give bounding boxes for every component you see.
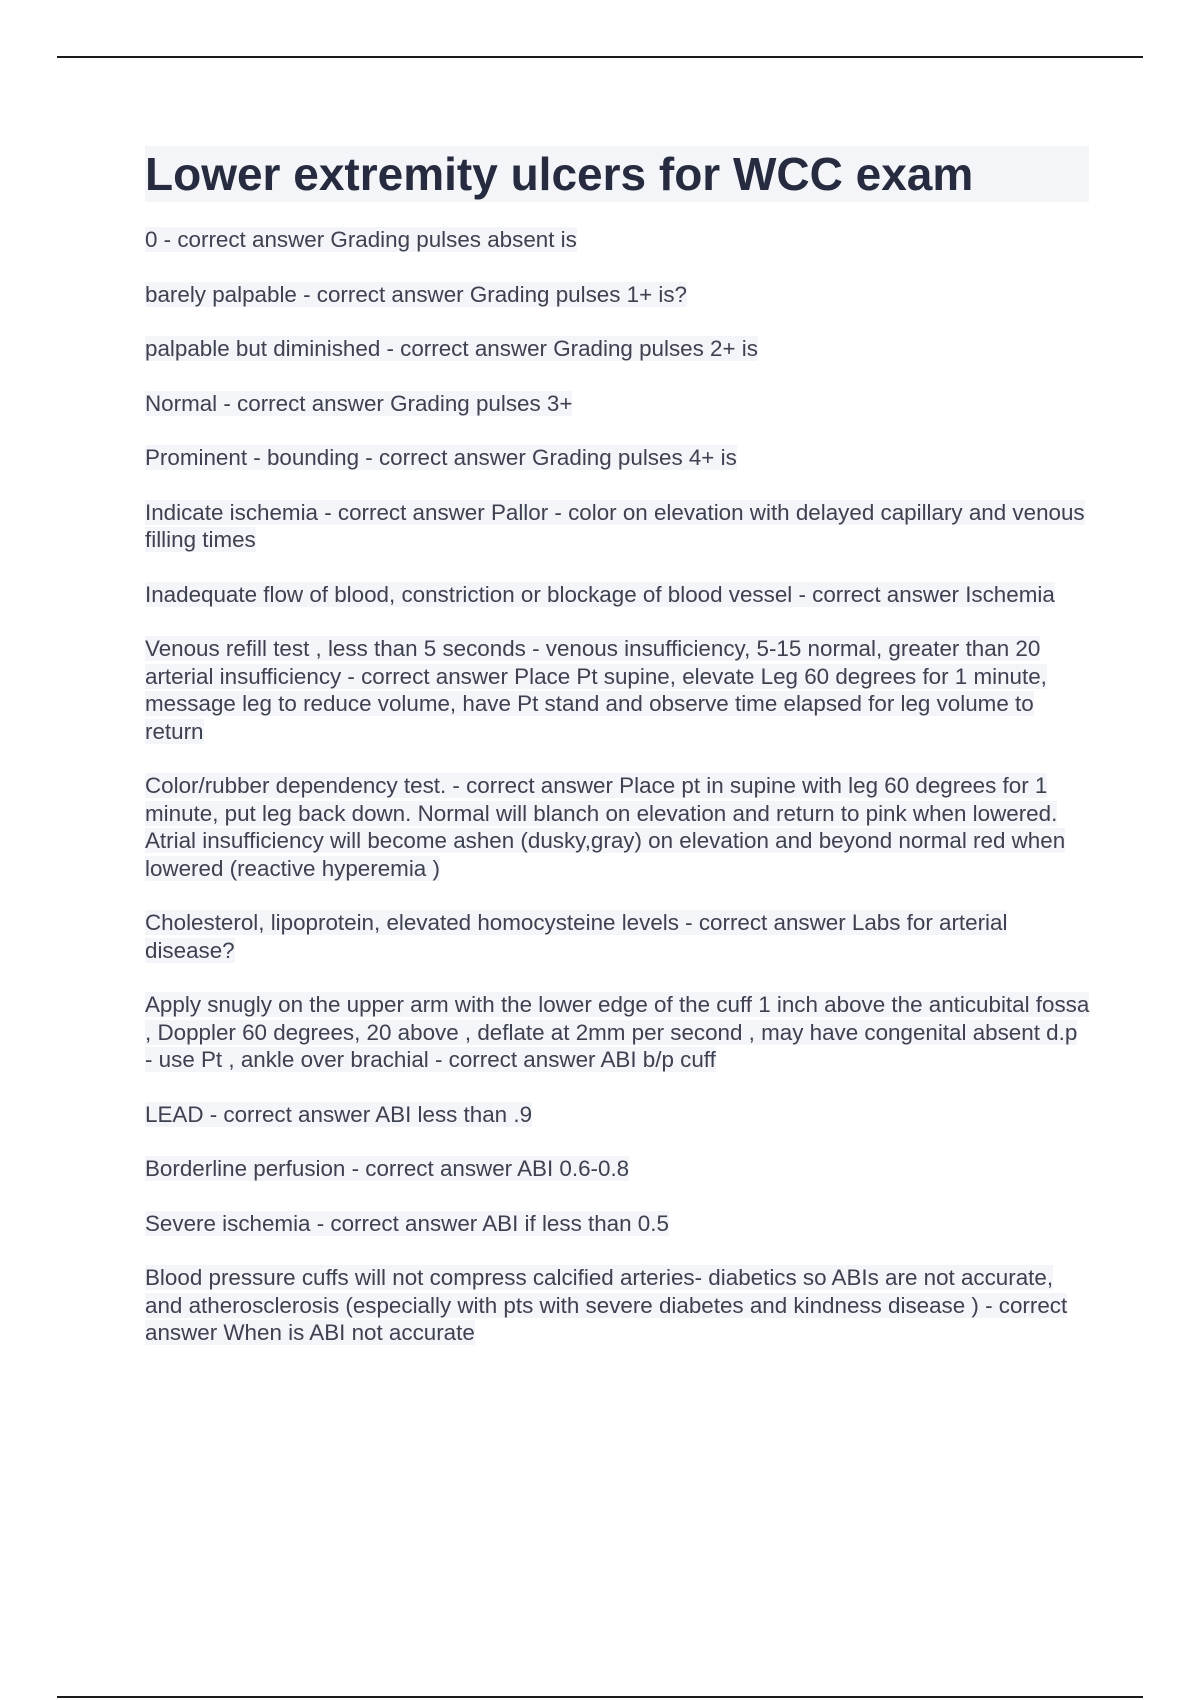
flashcard-entry xyxy=(145,991,1090,1074)
flashcard-entry xyxy=(145,444,1090,472)
flashcard-entry xyxy=(145,1264,1090,1347)
flashcard-entry xyxy=(145,335,1090,363)
flashcard-text: Severe ischemia - correct answer ABI if less than 0.5 xyxy=(145,1210,669,1236)
flashcard-text: Blood pressure cuffs will not compress calcified arteries- diabetics so ABIs are not accurate, and atherosclerosis (especially with pts with severe diabetes and kindness disease ) - correct answer When is ABI not accurate xyxy=(145,1265,1068,1345)
flashcard-entry xyxy=(145,499,1090,554)
top-divider xyxy=(57,56,1143,58)
flashcard-text: Prominent - bounding - correct answer Grading pulses 4+ is xyxy=(145,445,737,470)
flashcard-entry xyxy=(145,390,1090,418)
flashcard-entry xyxy=(145,772,1090,882)
flashcard-entry xyxy=(145,281,1090,309)
flashcard-text: Cholesterol, lipoprotein, elevated homocysteine levels - correct answer Labs for arterial disease? xyxy=(145,910,1008,963)
flashcard-text: Venous refill test , less than 5 seconds - venous insufficiency, 5-15 normal, greater than 20 arterial insufficiency - correct answer Place Pt supine, elevate Leg 60 degrees for 1 minute, message leg to reduce volume, have Pt stand and observe time elapsed for leg volume to return xyxy=(145,636,1047,744)
flashcard-text: Inadequate flow of blood, constriction or blockage of blood vessel - correct answer Ischemia xyxy=(145,581,1055,607)
flashcard-entry xyxy=(145,635,1090,745)
flashcard-entry xyxy=(145,226,1090,254)
flashcard-text: Borderline perfusion - correct answer ABI 0.6-0.8 xyxy=(145,1156,630,1181)
flashcard-text: 0 - correct answer Grading pulses absent is xyxy=(145,227,577,252)
flashcard-text: Normal - correct answer Grading pulses 3+ xyxy=(145,390,573,416)
flashcard-entry xyxy=(145,581,1090,609)
flashcard-entry xyxy=(145,1210,1090,1238)
flashcard-entry xyxy=(145,909,1090,964)
bottom-divider xyxy=(57,1696,1143,1698)
flashcard-entry xyxy=(145,1101,1090,1129)
flashcard-text: Apply snugly on the upper arm with the lower edge of the cuff 1 inch above the anticubital fossa , Doppler 60 degrees, 20 above , deflate at 2mm per second , may have congenital absent d.p - use Pt , ankle over brachial - correct answer ABI b/p cuff xyxy=(145,992,1090,1072)
flashcard-text: barely palpable - correct answer Grading pulses 1+ is? xyxy=(145,281,688,307)
flashcard-text: Color/rubber dependency test. - correct answer Place pt in supine with leg 60 degrees for 1 minute, put leg back down. Normal will blanch on elevation and return to pink when lowered. Atrial insufficiency will become ashen (dusky,gray) on elevation and beyond normal red when lowered (reactive hyperemia ) xyxy=(145,773,1066,881)
flashcard-text: palpable but diminished - correct answer Grading pulses 2+ is xyxy=(145,336,758,361)
flashcard-text: Indicate ischemia - correct answer Pallor - color on elevation with delayed capillary and venous filling times xyxy=(145,499,1085,552)
flashcard-text: LEAD - correct answer ABI less than .9 xyxy=(145,1101,533,1127)
document-title: Lower extremity ulcers for WCC exam xyxy=(145,146,1089,202)
flashcard-entry xyxy=(145,1155,1090,1183)
flashcard-list xyxy=(145,226,1090,1374)
